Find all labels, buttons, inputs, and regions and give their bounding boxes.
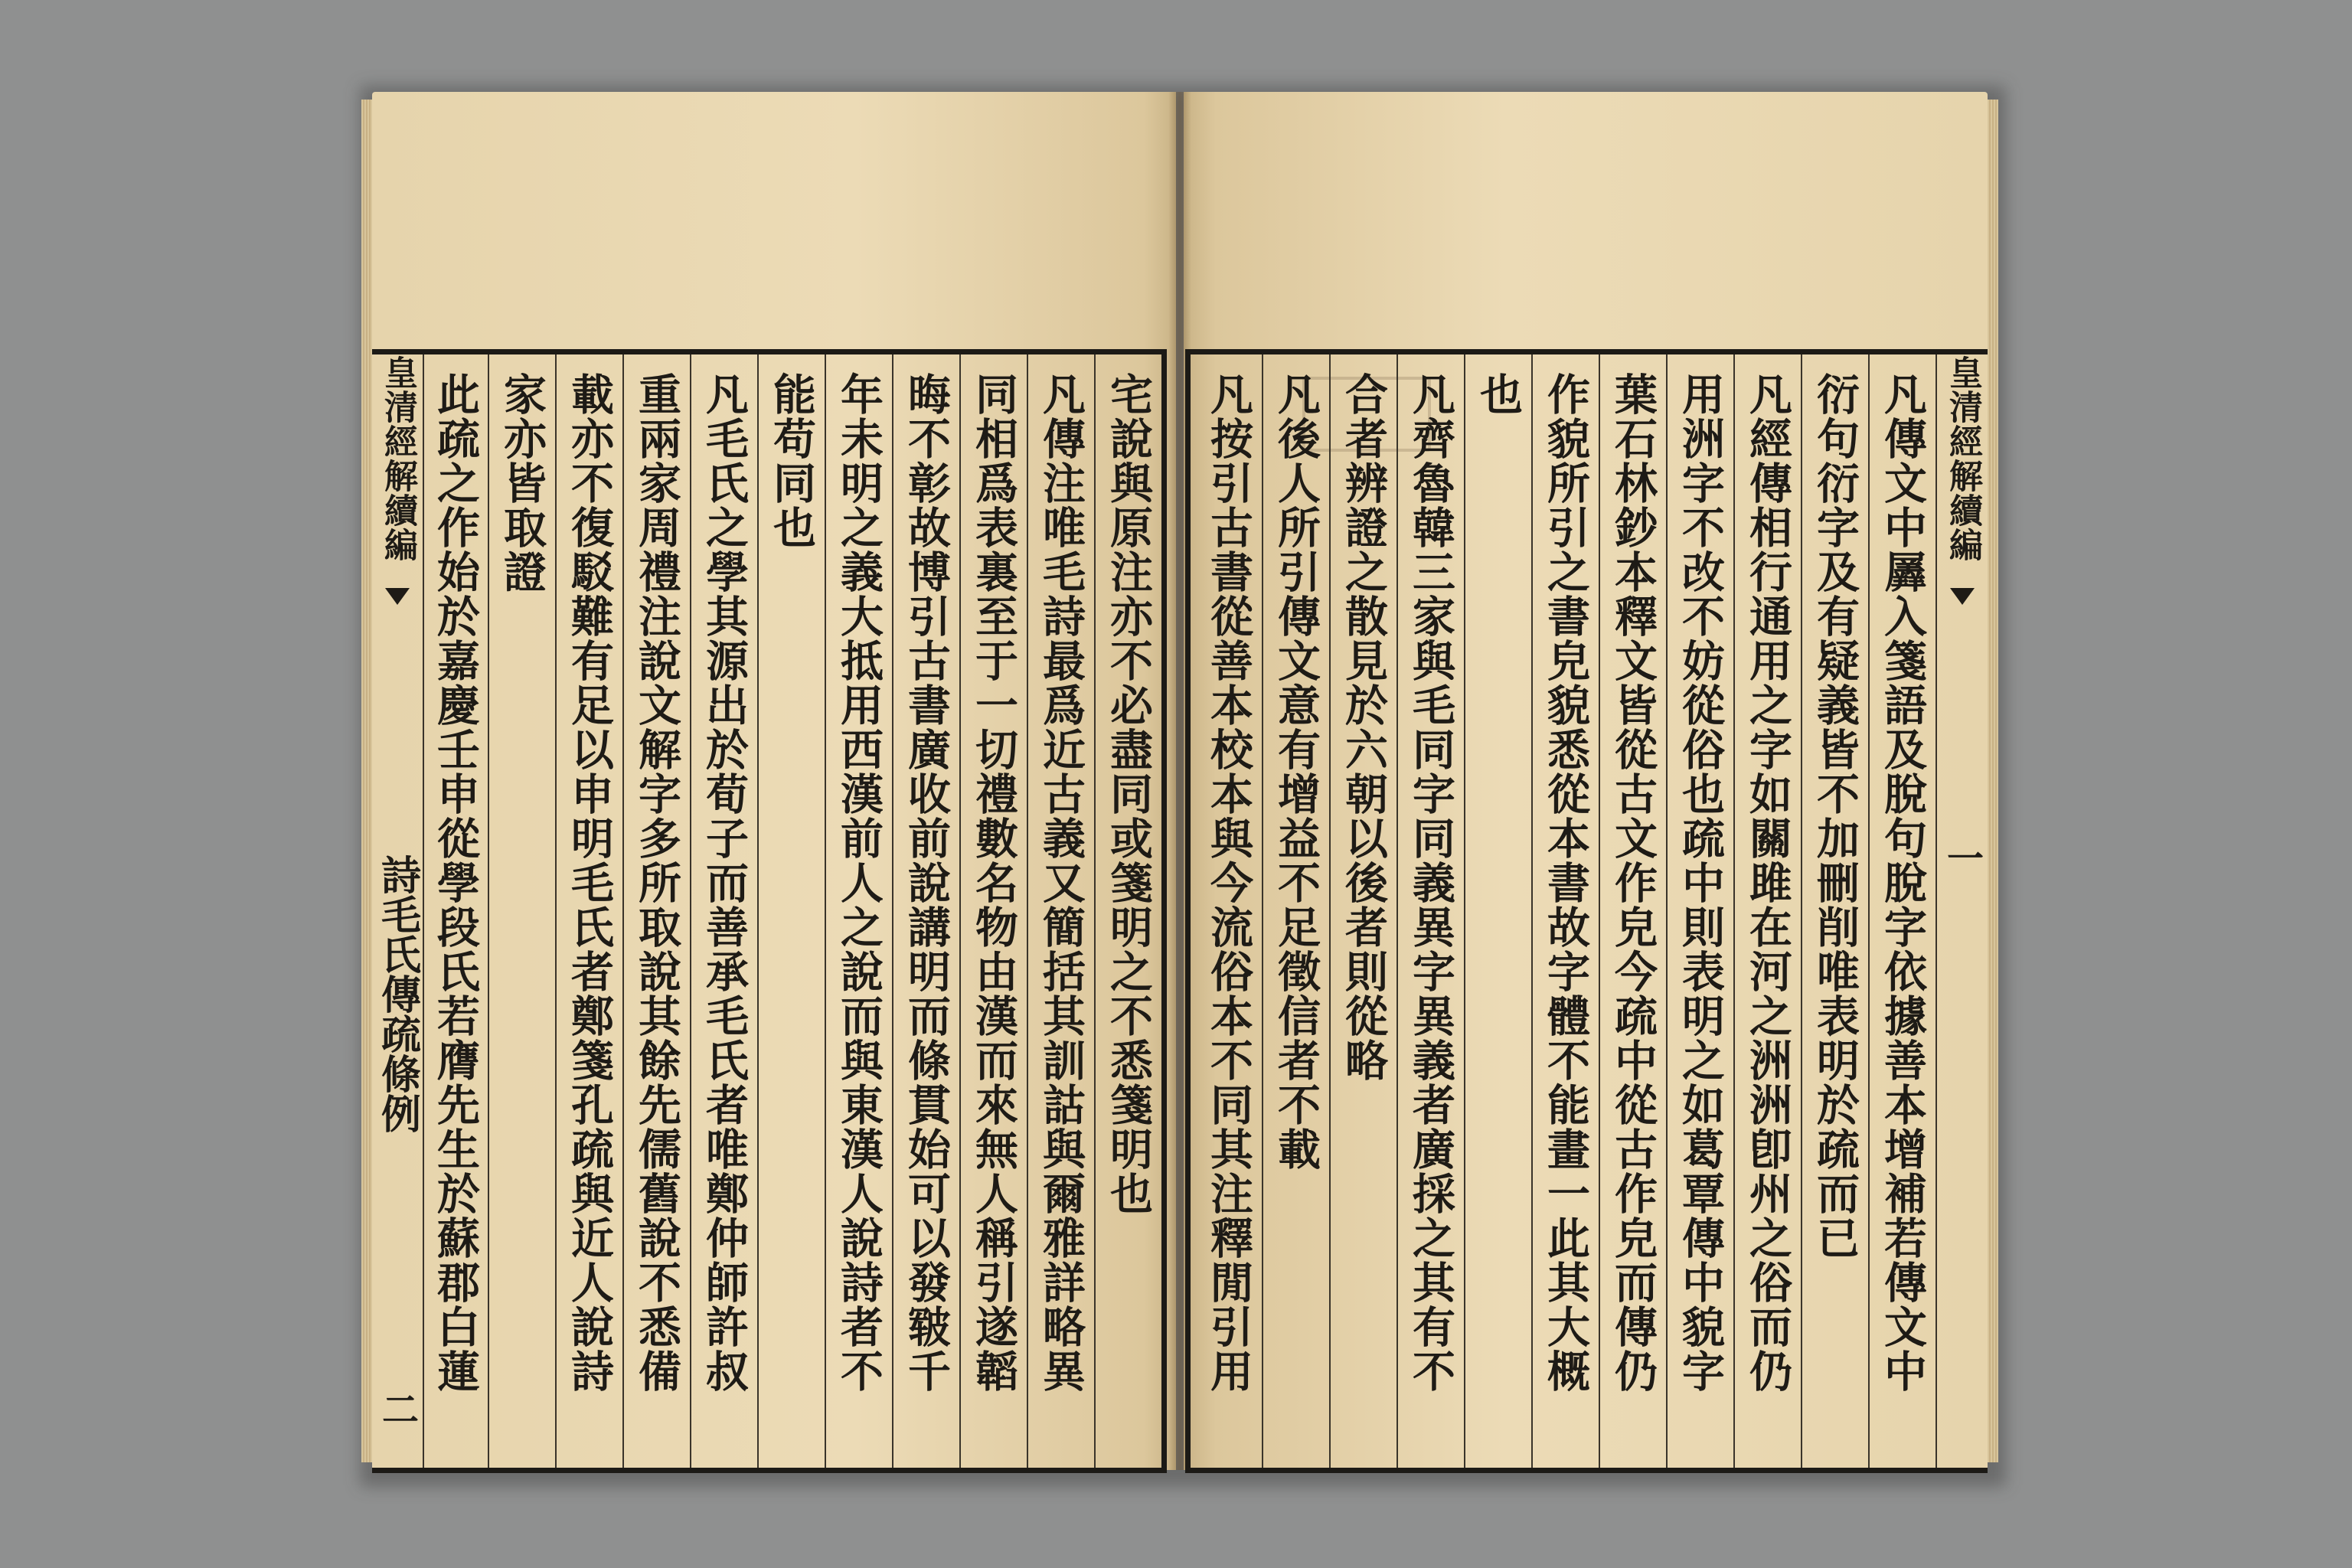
column-rule: [1666, 354, 1668, 1468]
right-column-7: [1465, 349, 1531, 1473]
column-rule: [690, 354, 691, 1468]
column-text: 用洲字不改不妨從俗也疏中則表明之如葛覃傳中貌字: [1675, 372, 1726, 1393]
column-rule: [757, 354, 759, 1468]
left-column-4: [893, 349, 959, 1473]
column-rule: [1262, 354, 1263, 1468]
column-rule: [555, 354, 557, 1468]
left-margin-column: [372, 349, 423, 1473]
column-rule: [1868, 354, 1870, 1468]
left-column-7: [691, 349, 757, 1473]
column-text: 年未明之義大抵用西漢前人之說而與東漢人說詩者不: [834, 372, 884, 1393]
right-column-8: [1398, 349, 1464, 1473]
left-column-5: [826, 349, 892, 1473]
left-column-2: [1028, 349, 1094, 1473]
column-rule: [959, 354, 961, 1468]
column-text: 凡毛氏之學其源出於荀子而善承毛氏者唯鄭仲師許叔: [699, 372, 750, 1393]
left-column-11: [423, 349, 488, 1473]
column-text: 家亦皆取證: [497, 372, 547, 594]
left-page-number: 二: [375, 1390, 419, 1427]
right-column-11: [1196, 349, 1262, 1473]
right-column-1: [1870, 349, 1936, 1473]
column-text: 此疏之作始於嘉慶壬申從學段氏若膺先生於蘇郡白蓮: [430, 372, 481, 1393]
column-text: 凡經傳相行通用之字如關雎在河之洲洲卽州之俗而仍: [1743, 372, 1793, 1393]
column-text: 作貌所引之書皃貌悉從本書故字體不能畫一此其大概: [1540, 372, 1591, 1393]
column-rule: [825, 354, 826, 1468]
column-rule: [892, 354, 893, 1468]
column-text: 能苟同也: [766, 372, 817, 550]
column-rule: [1599, 354, 1600, 1468]
fishtail-mark: [1950, 588, 1975, 605]
right-margin-title: 皇清經解續編: [1943, 355, 1982, 562]
right-column-2: [1802, 349, 1868, 1473]
column-rule: [1801, 354, 1802, 1468]
column-rule: [1094, 354, 1096, 1468]
open-book: [372, 92, 1988, 1470]
left-column-8: [624, 349, 690, 1473]
left-margin-subtitle: 詩毛氏傳疏條例: [374, 854, 421, 1133]
column-text: 凡後人所引傳文意有增益不足徵信者不載: [1271, 372, 1321, 1171]
column-text: 也: [1473, 372, 1524, 416]
column-text: 凡傳注唯毛詩最爲近古義又簡括其訓詁與爾雅詳略異: [1036, 372, 1086, 1393]
column-text: 合者辨證之散見於六朝以後者則從略: [1338, 372, 1389, 1083]
column-text: 晦不彰故博引古書廣收前說講明而條貫始可以發皲千: [901, 372, 952, 1393]
right-column-9: [1331, 349, 1396, 1473]
right-column-10: [1263, 349, 1329, 1473]
column-rule: [1027, 354, 1028, 1468]
column-text: 凡傳文中羼入箋語及脫句脫字依據善本增補若傳文中: [1877, 372, 1928, 1393]
right-margin-column: [1937, 349, 1988, 1473]
left-column-1: [1096, 349, 1161, 1473]
column-rule: [1329, 354, 1331, 1468]
right-page-number: 一: [1940, 839, 1984, 876]
right-column-3: [1735, 349, 1801, 1473]
right-column-6: [1533, 349, 1599, 1473]
left-column-9: [557, 349, 622, 1473]
fishtail-mark: [385, 588, 410, 605]
column-rule: [1733, 354, 1735, 1468]
column-text: 凡按引古書從善本校本與今流俗本不同其注釋閒引用: [1204, 372, 1254, 1393]
column-rule: [1396, 354, 1398, 1468]
column-rule: [1531, 354, 1533, 1468]
column-rule: [622, 354, 624, 1468]
column-rule: [1936, 354, 1937, 1468]
column-text: 重兩家周禮注說文解字多所取說其餘先儒舊說不悉備: [632, 372, 682, 1393]
left-margin-title: 皇清經解續編: [378, 355, 417, 562]
column-text: 衍句衍字及有疑義皆不加刪削唯表明於疏而已: [1810, 372, 1860, 1260]
left-column-10: [489, 349, 555, 1473]
column-text: 載亦不復駁難有足以申明毛氏者鄭箋孔疏與近人說詩: [564, 372, 615, 1393]
left-column-3: [961, 349, 1027, 1473]
column-rule: [1464, 354, 1465, 1468]
column-text: 葉石林鈔本釋文皆從古文作皃今疏中從古作皃而傳仍: [1608, 372, 1658, 1393]
right-column-5: [1600, 349, 1666, 1473]
column-text: 凡齊魯韓三家與毛同字同義異字異義者廣採之其有不: [1406, 372, 1456, 1393]
column-text: 宅說與原注亦不必盡同或箋明之不悉箋明也: [1103, 372, 1154, 1216]
left-column-6: [759, 349, 825, 1473]
right-column-4: [1668, 349, 1733, 1473]
column-text: 同相爲表裏至于一切禮數名物由漢而來無人稱引遂韜: [969, 372, 1019, 1393]
